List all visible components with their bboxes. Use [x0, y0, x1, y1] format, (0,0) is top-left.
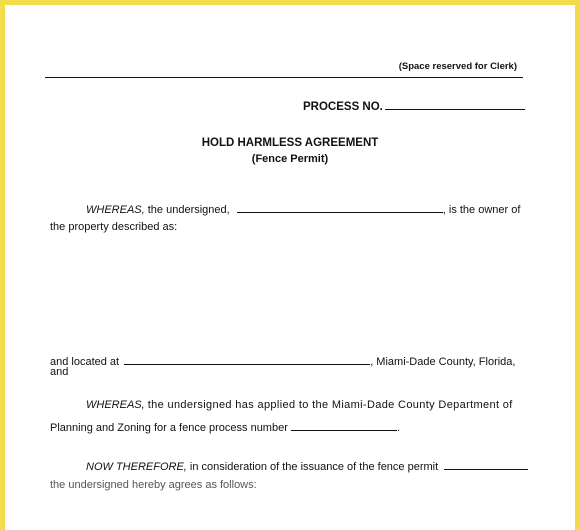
para3-whereas: WHEREAS, [86, 399, 145, 411]
para3-line2 [50, 419, 400, 434]
process-label: PROCESS NO. [303, 101, 383, 113]
para3-line2-a: Planning and Zoning for a fence process number [50, 422, 288, 434]
para3-line1-rest: the undersigned has applied to the Miami-Dade County Department of [147, 399, 513, 411]
para1-line1 [86, 201, 520, 216]
para4-line2: the undersigned hereby agrees as follows: [50, 479, 257, 491]
fence-process-number-field[interactable] [291, 419, 397, 431]
para2-line1 [50, 353, 515, 368]
para1-line2: the property described as: [50, 221, 178, 233]
process-number-line [303, 97, 525, 113]
clerk-note: (Space reserved for Clerk) [398, 61, 517, 72]
para4-line1 [86, 458, 528, 473]
document-subtitle: (Fence Permit) [251, 153, 329, 165]
para2-text-b: , Miami-Dade County, Florida, [370, 356, 516, 368]
document-title: HOLD HARMLESS AGREEMENT [201, 137, 379, 149]
owner-name-field[interactable] [237, 201, 443, 213]
header-rule [45, 77, 523, 78]
document-page [5, 5, 575, 530]
para4-line1-rest: in consideration of the issuance of the fence permit [189, 461, 439, 473]
para2-text-a: and located at [50, 356, 120, 368]
para1-whereas: WHEREAS, [86, 204, 145, 216]
location-field[interactable] [124, 353, 370, 365]
process-number-field[interactable] [385, 97, 525, 110]
para4-now-therefore: NOW THEREFORE, [86, 461, 187, 473]
fence-permit-field[interactable] [444, 458, 528, 470]
para3-line1 [86, 399, 513, 411]
para3-line2-b: . [396, 422, 400, 434]
para1-text-b: , is the owner of [442, 204, 521, 216]
para2-line2: and [50, 366, 69, 378]
para1-text-a: the undersigned, [147, 204, 230, 216]
